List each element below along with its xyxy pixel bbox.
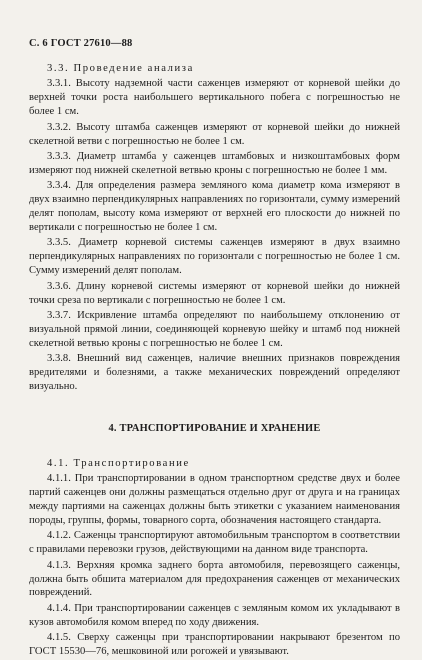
page-content: [29, 62, 400, 660]
paragraph-4-1-3: 4.1.3. Верхняя кромка заднего борта автомобиля, перевозящего саженцы, должна быть обшита материалом для предохранения саженцев от механических повреждений.: [29, 559, 400, 599]
paragraph-3-3-4: 3.3.4. Для определения размера земляного кома диаметр кома измеряют в двух взаимно перпендикулярных направлениях по горизонтали, сумму измерений делят пополам, высоту кома измеряют от верхней его плоскости до нижней по вертикали с погрешностью не более 1 см.: [29, 180, 400, 233]
page-header: С. 6 ГОСТ 27610—88: [29, 38, 133, 49]
paragraph-3-3-6: 3.3.6. Длину корневой системы измеряют от корневой шейки до нижней точки среза по вертикали с погрешностью не более 1 см.: [29, 280, 400, 306]
paragraph-3-3-3: 3.3.3. Диаметр штамба у саженцев штамбовых и низкоштамбовых форм измеряют под нижней скелетной ветвью кроны с погрешностью не более 1 мм.: [29, 150, 400, 176]
paragraph-3-3-2: 3.3.2. Высоту штамба саженцев измеряют от корневой шейки до нижней скелетной ветви с погрешностью не более 1 см.: [29, 121, 400, 147]
paragraph-3-3-1: 3.3.1. Высоту надземной части саженцев измеряют от корневой шейки до верхней точки роста наибольшего вертикального побега с погрешностью не более 1 см.: [29, 78, 400, 118]
paragraph-4-1-4: 4.1.4. При транспортировании саженцев с земляным комом их укладывают в кузов автомобиля комом вперед по ходу движения.: [29, 602, 400, 628]
subsection-title-4-1: 4.1. Транспортирование: [47, 457, 190, 469]
paragraph-4-1-1: 4.1.1. При транспортировании в одном транспортном средстве двух и более партий саженцев они должны размещаться отдельно друг от друга и на границах между партиями на саженцах должны быть этикетки с указанием наименования породы, группы, формы, товарного сорта, обозначения настоящего стандарта.: [29, 473, 400, 526]
paragraph-4-1-5: 4.1.5. Сверху саженцы при транспортировании накрывают брезентом по ГОСТ 15530—76, мешковиной или рогожей и увязывают.: [29, 632, 400, 658]
section-title-4: 4. ТРАНСПОРТИРОВАНИЕ И ХРАНЕНИЕ: [108, 422, 321, 434]
paragraph-3-3-7: 3.3.7. Искривление штамба определяют по наибольшему отклонению от визуальной прямой линии, соединяющей корневую шейку и штамб под нижней скелетной ветвью кроны с погрешностью не более 1 см.: [29, 309, 400, 349]
paragraph-3-3-8: 3.3.8. Внешний вид саженцев, наличие внешних признаков повреждения вредителями и болезнями, а также механических повреждений определяют визуально.: [29, 353, 400, 392]
paragraph-3-3-5: 3.3.5. Диаметр корневой системы саженцев измеряют в двух взаимно перпендикулярных направлениях по горизонтали с погрешностью не более 1 см. Сумму измерений делят пополам.: [29, 237, 400, 277]
paragraph-4-1-2: 4.1.2. Саженцы транспортируют автомобильным транспортом в соответствии с правилами перевозки грузов, действующими на данном виде транспорта.: [29, 530, 400, 556]
subsection-title-3-3: 3.3. Проведение анализа: [47, 63, 194, 74]
